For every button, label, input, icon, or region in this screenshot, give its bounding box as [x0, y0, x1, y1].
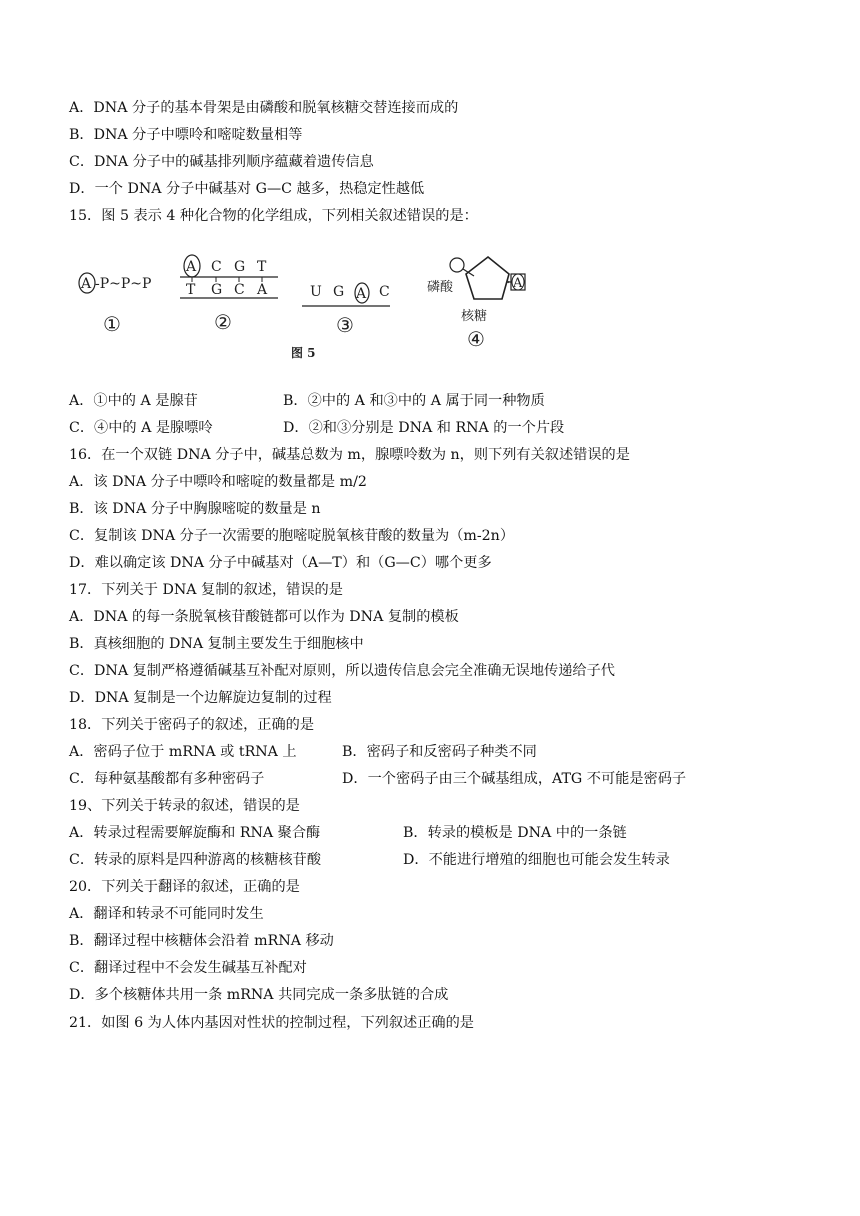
q20-option-a: A．翻译和转录不可能同时发生: [69, 906, 264, 922]
f2-number: ②: [214, 310, 232, 334]
f2-bottom-base: T: [186, 282, 196, 298]
q19-option-b: B．转录的模板是 DNA 中的一条链: [403, 825, 627, 841]
q16-option-b: B．该 DNA 分子中胸腺嘧啶的数量是 n: [69, 501, 321, 517]
f3-base: G: [333, 284, 345, 300]
f4-phosphate-label: 磷酸: [427, 280, 454, 295]
f2-bottom-base: A: [257, 282, 268, 298]
q18-option-d: D．一个密码子由三个碱基组成，ATG 不可能是密码子: [342, 771, 687, 787]
figure-part-4: [427, 257, 525, 351]
q15-stem: 15．图 5 表示 4 种化合物的化学组成，下列相关叙述错误的是：: [69, 208, 478, 224]
q16-stem: 16．在一个双链 DNA 分子中，碱基总数为 m，腺嘌呤数为 n，则下列有关叙述错误的是: [69, 447, 630, 463]
q19-option-c: C．转录的原料是四种游离的核糖核苷酸: [69, 852, 322, 868]
q20-stem: 20．下列关于翻译的叙述，正确的是: [69, 879, 300, 895]
q18-option-c: C．每种氨基酸都有多种密码子: [69, 771, 265, 787]
q14-option-d: D．一个 DNA 分子中碱基对 G—C 越多，热稳定性越低: [69, 181, 425, 197]
f3-base: C: [379, 284, 390, 300]
figure-5: [66, 236, 566, 366]
f1-formula: -P~P~P: [95, 276, 152, 292]
f3-base: A: [356, 286, 367, 302]
f4-number: ④: [467, 327, 485, 351]
q19-option-d: D．不能进行增殖的细胞也可能会发生转录: [403, 852, 670, 868]
q16-option-d: D．难以确定该 DNA 分子中碱基对（A—T）和（G—C）哪个更多: [69, 555, 492, 571]
f2-bottom-base: G: [211, 282, 223, 298]
f4-base: A: [513, 276, 523, 291]
figure-part-3: [302, 283, 390, 337]
q17-option-a: A．DNA 的每一条脱氧核苷酸链都可以作为 DNA 复制的模板: [69, 609, 459, 625]
q17-option-c: C．DNA 复制严格遵循碱基互补配对原则，所以遗传信息会完全准确无误地传递给子代: [69, 663, 615, 679]
q16-option-a: A．该 DNA 分子中嘌呤和嘧啶的数量都是 m/2: [69, 474, 367, 490]
q20-option-c: C．翻译过程中不会发生碱基互补配对: [69, 960, 307, 976]
q18-stem: 18．下列关于密码子的叙述，正确的是: [69, 717, 315, 733]
f3-base: U: [310, 284, 322, 300]
q15-option-c: C．④中的 A 是腺嘌呤: [69, 420, 213, 436]
q14-option-a: A．DNA 分子的基本骨架是由磷酸和脱氧核糖交替连接而成的: [69, 100, 459, 116]
f2-top-base: T: [257, 259, 267, 275]
figure-part-1: [79, 273, 151, 336]
q19-stem: 19、下列关于转录的叙述，错误的是: [69, 798, 300, 814]
q14-option-c: C．DNA 分子中的碱基排列顺序蕴藏着遗传信息: [69, 154, 374, 170]
f2-top-base: A: [186, 259, 197, 275]
q15-option-d: D．②和③分别是 DNA 和 RNA 的一个片段: [283, 420, 565, 436]
f3-number: ③: [336, 313, 354, 337]
f2-bottom-base: C: [234, 282, 245, 298]
q16-option-c: C．复制该 DNA 分子一次需要的胞嘧啶脱氧核苷酸的数量为（m-2n）: [69, 528, 515, 544]
q17-option-b: B．真核细胞的 DNA 复制主要发生于细胞核中: [69, 636, 364, 652]
f1-number: ①: [103, 312, 121, 336]
f4-sugar-label: 核糖: [461, 309, 488, 324]
q21-stem: 21．如图 6 为人体内基因对性状的控制过程，下列叙述正确的是: [69, 1015, 474, 1031]
q20-option-d: D．多个核糖体共用一条 mRNA 共同完成一条多肽链的合成: [69, 987, 449, 1003]
q17-option-d: D．DNA 复制是一个边解旋边复制的过程: [69, 690, 332, 706]
figure-caption: 图 5: [291, 346, 316, 360]
q20-option-b: B．翻译过程中核糖体会沿着 mRNA 移动: [69, 933, 334, 949]
phosphate-circle: [450, 258, 464, 272]
f2-top-base: C: [211, 259, 222, 275]
q14-option-b: B．DNA 分子中嘌呤和嘧啶数量相等: [69, 127, 303, 143]
q19-option-a: A．转录过程需要解旋酶和 RNA 聚合酶: [69, 825, 321, 841]
ribose-pentagon: [466, 257, 509, 299]
q18-option-a: A．密码子位于 mRNA 或 tRNA 上: [69, 744, 297, 760]
q15-option-b: B．②中的 A 和③中的 A 属于同一种物质: [283, 393, 545, 409]
q17-stem: 17．下列关于 DNA 复制的叙述，错误的是: [69, 582, 343, 598]
q15-option-a: A．①中的 A 是腺苷: [69, 393, 198, 409]
figure-part-2: [180, 255, 278, 334]
f2-top-base: G: [234, 259, 246, 275]
f1-circled-base: A: [81, 276, 92, 292]
q18-option-b: B．密码子和反密码子种类不同: [342, 744, 537, 760]
